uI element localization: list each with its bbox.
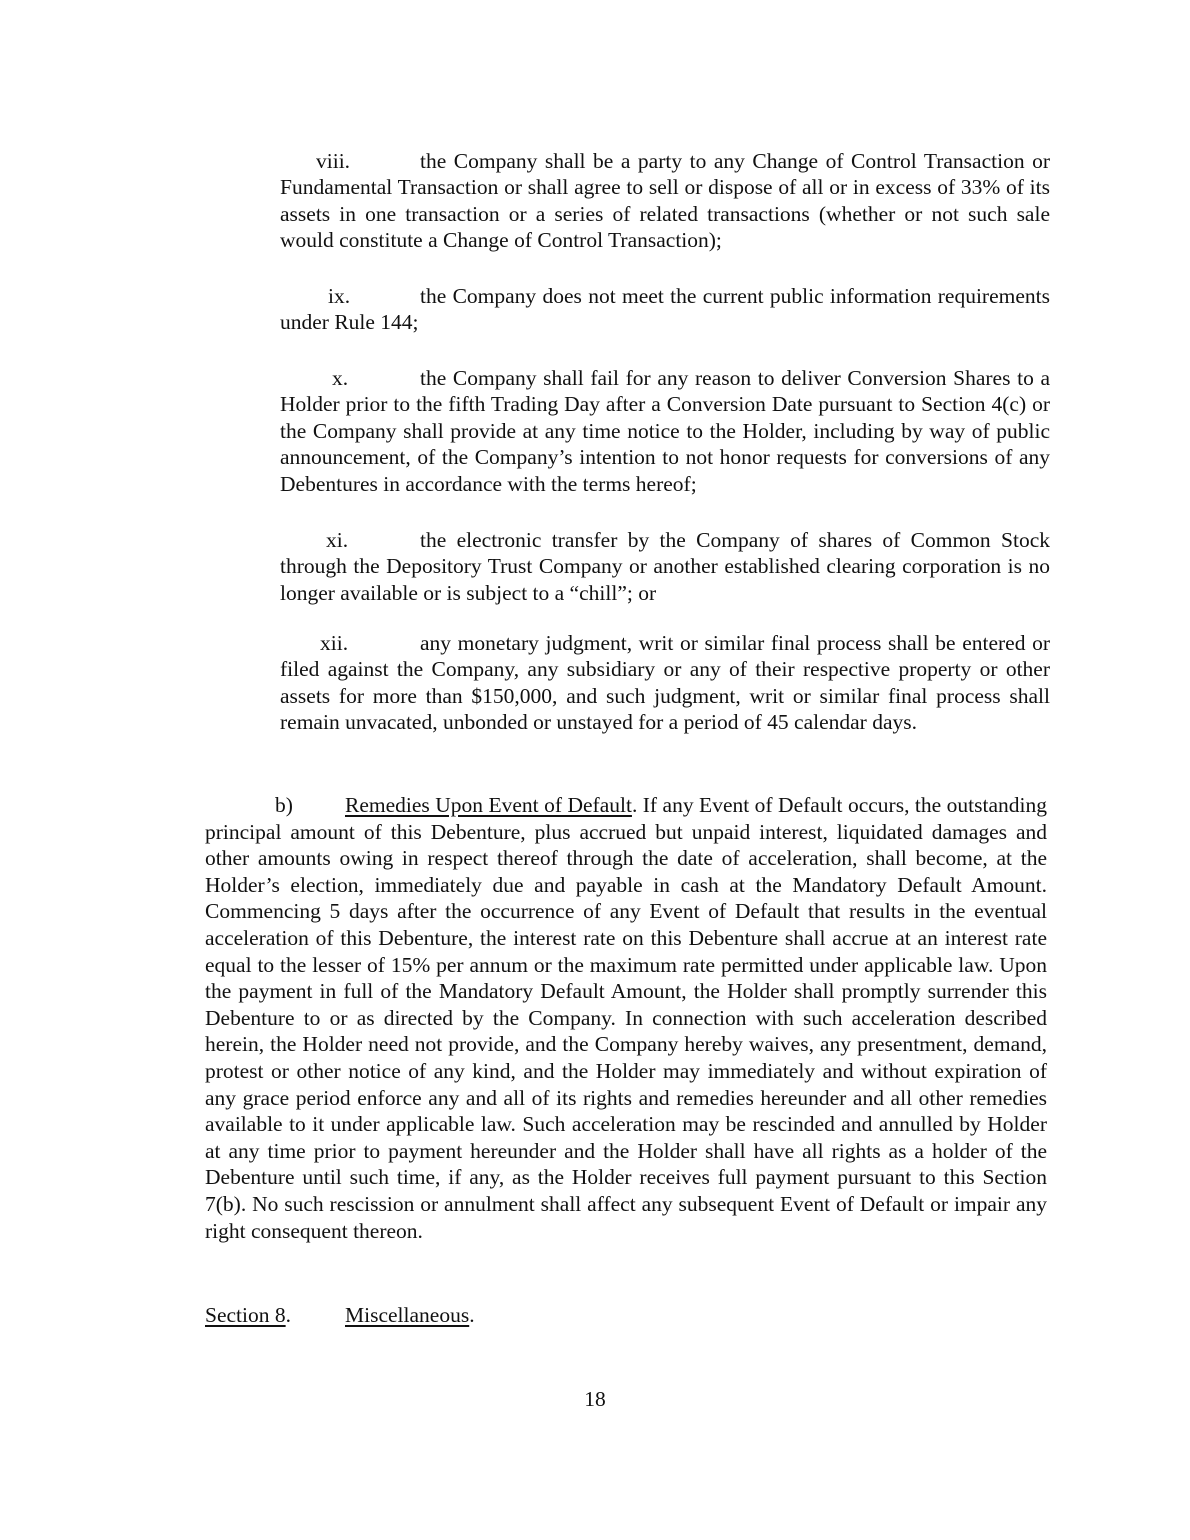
section-title-dot: . (469, 1303, 475, 1327)
remedies-paragraph (205, 792, 1047, 1244)
clause-viii (280, 148, 1050, 254)
clause-number: ix. (328, 284, 351, 308)
clause-xii (280, 630, 1050, 736)
clause-text: the electronic transfer by the Company of shares of Common Stock through the Depository Trust Company or another established clearing corporation is no longer available or is subject to a “chill”; or (280, 528, 1050, 605)
clause-text: the Company shall fail for any reason to deliver Conversion Shares to a Holder prior to the fifth Trading Day after a Conversion Date pursuant to Section 4(c) or the Company shall provide at any time notice to the Holder, including by way of public announcement, of the Company’s intention to not honor requests for conversions of any Debentures in accordance with the terms hereof; (280, 366, 1050, 496)
clause-text: the Company shall be a party to any Change of Control Transaction or Fundamental Transaction or shall agree to sell or dispose of all or in excess of 33% of its assets in one transaction or a series of related transactions (whether or not such sale would constitute a Change of Control Transaction); (280, 149, 1050, 253)
clause-text: the Company does not meet the current public information requirements under Rule 144; (280, 284, 1050, 335)
section-title-wrap (345, 1302, 475, 1328)
clause-number: viii. (316, 149, 351, 173)
clause-x (280, 365, 1050, 497)
section-number: Section 8 (205, 1303, 286, 1327)
remedies-text: . If any Event of Default occurs, the outstanding principal amount of this Debenture, plus accrued but unpaid interest, liquidated damages and other amounts owing in respect thereof through the date of acceleration, shall become, at the Holder’s election, immediately due and payable in cash at the Mandatory Default Amount. Commencing 5 days after the occurrence of any Event of Default that results in the eventual acceleration of this Debenture, the interest rate on this Debenture shall accrue at an interest rate equal to the lesser of 15% per annum or the maximum rate permitted under applicable law. Upon the payment in full of the Mandatory Default Amount, the Holder shall promptly surrender this Debenture to or as directed by the Company. In connection with such acceleration described herein, the Holder need not provide, and the Company hereby waives, any presentment, demand, protest or other notice of any kind, and the Holder may immediately and without expiration of any grace period enforce any and all of its rights and remedies hereunder and all other remedies available to it under applicable law. Such acceleration may be rescinded and annulled by Holder at any time prior to payment hereunder and the Holder shall have all rights as a holder of the Debenture until such time, if any, as the Holder receives full payment pursuant to this Section 7(b). No such rescission or annulment shall affect any subsequent Event of Default or impair any right consequent thereon. (205, 793, 1047, 1243)
clause-ix (280, 283, 1050, 336)
remedies-label: b) (275, 793, 293, 817)
clause-number: x. (332, 366, 349, 390)
clause-xi (280, 527, 1050, 606)
remedies-heading: Remedies Upon Event of Default (345, 793, 632, 817)
clause-number: xii. (320, 631, 349, 655)
clause-number: xi. (326, 528, 349, 552)
section-heading (205, 1302, 475, 1328)
section-number-dot: . (285, 1303, 291, 1327)
section-title: Miscellaneous (345, 1303, 470, 1327)
page-number: 18 (584, 1387, 606, 1411)
clause-text: any monetary judgment, writ or similar final process shall be entered or filed against the Company, any subsidiary or any of their respective property or other assets for more than $150,000, and such judgment, writ or similar final process shall remain unvacated, unbonded or unstayed for a period of 45 calendar days. (280, 631, 1050, 735)
